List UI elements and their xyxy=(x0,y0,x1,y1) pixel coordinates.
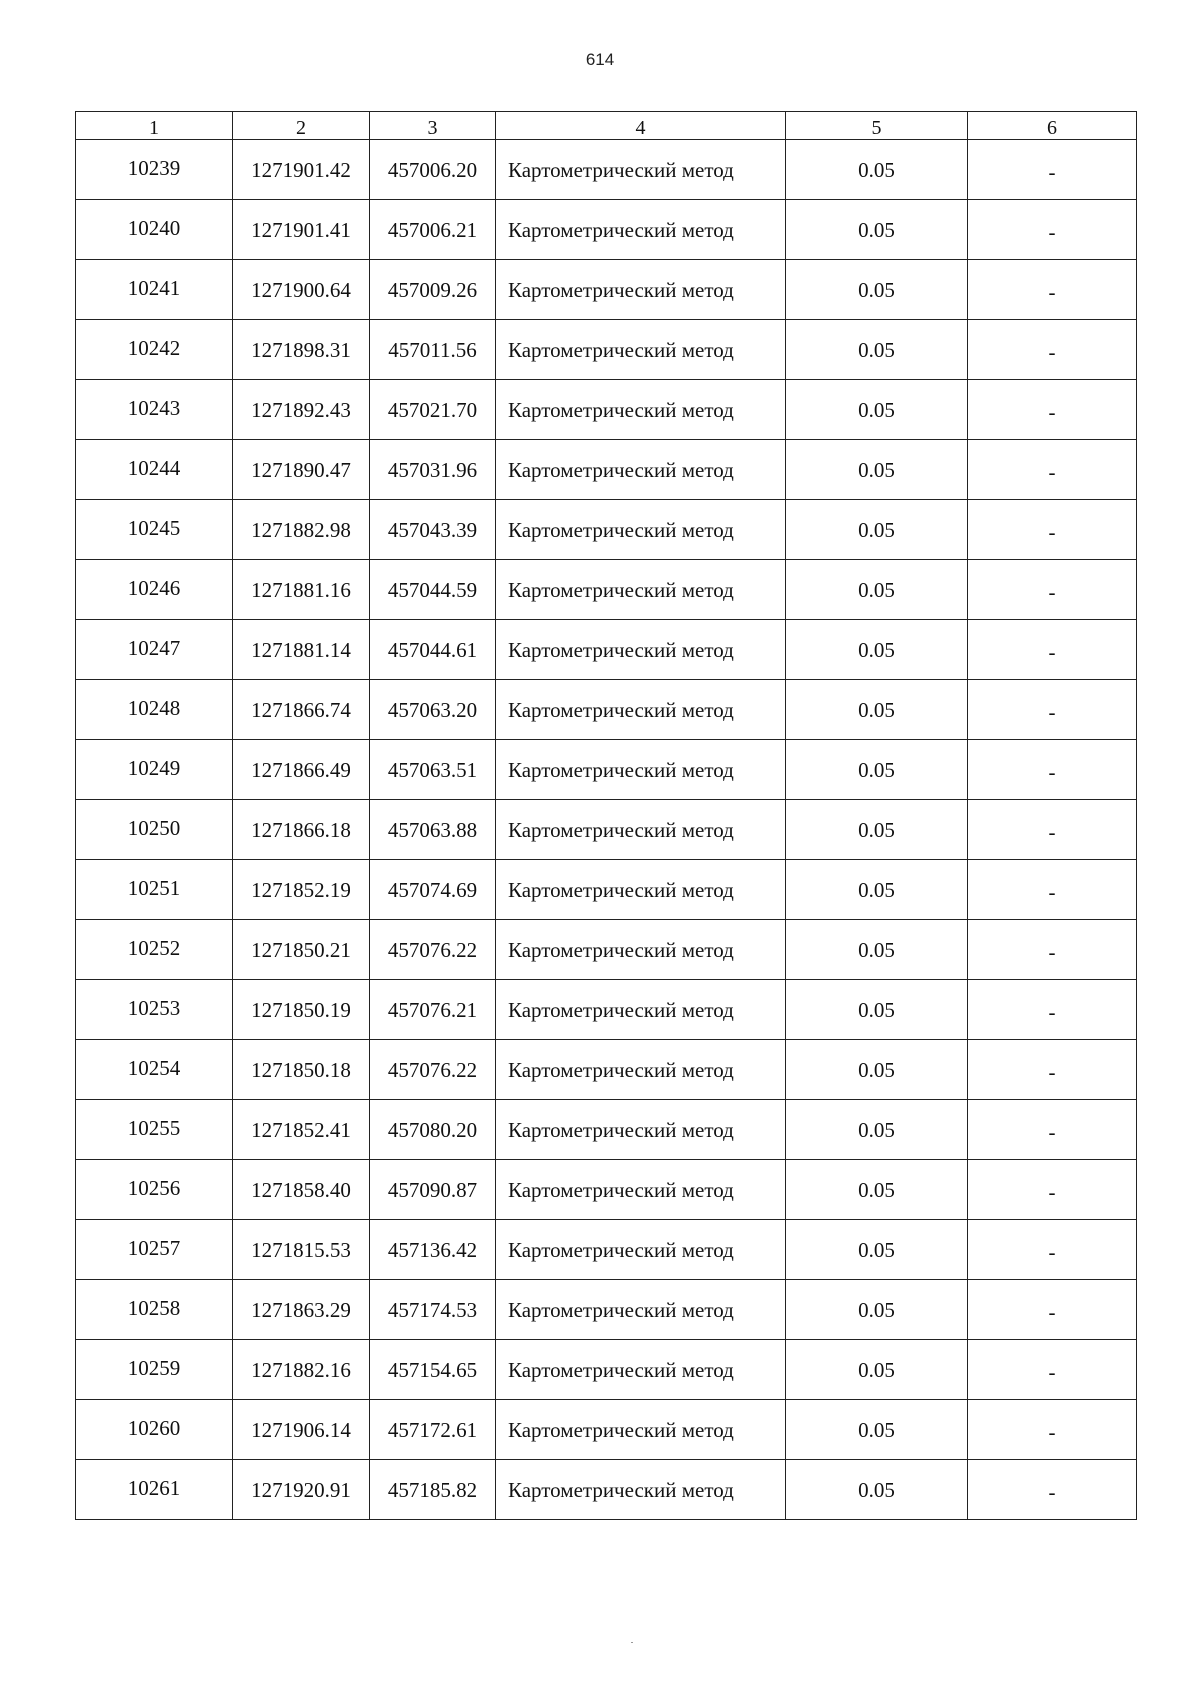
header-col-3: 3 xyxy=(370,112,496,140)
precision-cell: 0.05 xyxy=(786,1280,968,1340)
y-coordinate-cell: 457044.61 xyxy=(370,620,496,680)
note-cell: - xyxy=(968,920,1137,980)
table-row xyxy=(76,800,1137,860)
note-cell: - xyxy=(968,1160,1137,1220)
precision-cell: 0.05 xyxy=(786,320,968,380)
note-cell: - xyxy=(968,140,1137,200)
y-coordinate-cell: 457090.87 xyxy=(370,1160,496,1220)
precision-cell: 0.05 xyxy=(786,800,968,860)
x-coordinate-cell: 1271863.29 xyxy=(233,1280,370,1340)
method-cell: Картометрический метод xyxy=(496,500,786,560)
y-coordinate-cell: 457031.96 xyxy=(370,440,496,500)
y-coordinate-cell: 457009.26 xyxy=(370,260,496,320)
point-number-cell: 10254 xyxy=(76,1040,233,1100)
y-coordinate-cell: 457006.21 xyxy=(370,200,496,260)
y-coordinate-cell: 457185.82 xyxy=(370,1460,496,1520)
precision-cell: 0.05 xyxy=(786,440,968,500)
y-coordinate-cell: 457043.39 xyxy=(370,500,496,560)
precision-cell: 0.05 xyxy=(786,1100,968,1160)
table-header-row xyxy=(76,112,1137,140)
method-cell: Картометрический метод xyxy=(496,980,786,1040)
header-col-6: 6 xyxy=(968,112,1137,140)
y-coordinate-cell: 457076.22 xyxy=(370,1040,496,1100)
x-coordinate-cell: 1271882.98 xyxy=(233,500,370,560)
point-number-cell: 10249 xyxy=(76,740,233,800)
table-row xyxy=(76,380,1137,440)
table-row xyxy=(76,740,1137,800)
precision-cell: 0.05 xyxy=(786,200,968,260)
method-cell: Картометрический метод xyxy=(496,440,786,500)
precision-cell: 0.05 xyxy=(786,260,968,320)
point-number-cell: 10253 xyxy=(76,980,233,1040)
table-row xyxy=(76,1460,1137,1520)
table-row xyxy=(76,680,1137,740)
x-coordinate-cell: 1271815.53 xyxy=(233,1220,370,1280)
note-cell: - xyxy=(968,1220,1137,1280)
y-coordinate-cell: 457006.20 xyxy=(370,140,496,200)
point-number-cell: 10243 xyxy=(76,380,233,440)
method-cell: Картометрический метод xyxy=(496,560,786,620)
note-cell: - xyxy=(968,1280,1137,1340)
y-coordinate-cell: 457076.22 xyxy=(370,920,496,980)
table-row xyxy=(76,140,1137,200)
precision-cell: 0.05 xyxy=(786,860,968,920)
coordinates-table xyxy=(75,111,1137,1520)
header-col-5: 5 xyxy=(786,112,968,140)
precision-cell: 0.05 xyxy=(786,1340,968,1400)
precision-cell: 0.05 xyxy=(786,1040,968,1100)
note-cell: - xyxy=(968,200,1137,260)
note-cell: - xyxy=(968,380,1137,440)
table-row xyxy=(76,620,1137,680)
note-cell: - xyxy=(968,1100,1137,1160)
method-cell: Картометрический метод xyxy=(496,860,786,920)
note-cell: - xyxy=(968,260,1137,320)
method-cell: Картометрический метод xyxy=(496,1280,786,1340)
x-coordinate-cell: 1271898.31 xyxy=(233,320,370,380)
point-number-cell: 10252 xyxy=(76,920,233,980)
x-coordinate-cell: 1271892.43 xyxy=(233,380,370,440)
note-cell: - xyxy=(968,680,1137,740)
y-coordinate-cell: 457063.88 xyxy=(370,800,496,860)
note-cell: - xyxy=(968,320,1137,380)
method-cell: Картометрический метод xyxy=(496,1160,786,1220)
note-cell: - xyxy=(968,620,1137,680)
precision-cell: 0.05 xyxy=(786,980,968,1040)
note-cell: - xyxy=(968,860,1137,920)
precision-cell: 0.05 xyxy=(786,680,968,740)
y-coordinate-cell: 457080.20 xyxy=(370,1100,496,1160)
table-row xyxy=(76,320,1137,380)
precision-cell: 0.05 xyxy=(786,500,968,560)
x-coordinate-cell: 1271900.64 xyxy=(233,260,370,320)
point-number-cell: 10247 xyxy=(76,620,233,680)
x-coordinate-cell: 1271866.74 xyxy=(233,680,370,740)
table-row xyxy=(76,1100,1137,1160)
x-coordinate-cell: 1271852.41 xyxy=(233,1100,370,1160)
point-number-cell: 10248 xyxy=(76,680,233,740)
point-number-cell: 10256 xyxy=(76,1160,233,1220)
y-coordinate-cell: 457021.70 xyxy=(370,380,496,440)
scan-artifact xyxy=(631,1642,633,1643)
header-col-4: 4 xyxy=(496,112,786,140)
note-cell: - xyxy=(968,1040,1137,1100)
y-coordinate-cell: 457172.61 xyxy=(370,1400,496,1460)
precision-cell: 0.05 xyxy=(786,920,968,980)
x-coordinate-cell: 1271866.49 xyxy=(233,740,370,800)
x-coordinate-cell: 1271881.14 xyxy=(233,620,370,680)
precision-cell: 0.05 xyxy=(786,740,968,800)
table-row xyxy=(76,920,1137,980)
method-cell: Картометрический метод xyxy=(496,1400,786,1460)
note-cell: - xyxy=(968,1340,1137,1400)
point-number-cell: 10240 xyxy=(76,200,233,260)
point-number-cell: 10250 xyxy=(76,800,233,860)
note-cell: - xyxy=(968,1460,1137,1520)
y-coordinate-cell: 457076.21 xyxy=(370,980,496,1040)
table-row xyxy=(76,1040,1137,1100)
y-coordinate-cell: 457154.65 xyxy=(370,1340,496,1400)
y-coordinate-cell: 457063.51 xyxy=(370,740,496,800)
x-coordinate-cell: 1271866.18 xyxy=(233,800,370,860)
note-cell: - xyxy=(968,800,1137,860)
point-number-cell: 10241 xyxy=(76,260,233,320)
table-row xyxy=(76,440,1137,500)
note-cell: - xyxy=(968,560,1137,620)
point-number-cell: 10251 xyxy=(76,860,233,920)
y-coordinate-cell: 457136.42 xyxy=(370,1220,496,1280)
method-cell: Картометрический метод xyxy=(496,1340,786,1400)
precision-cell: 0.05 xyxy=(786,140,968,200)
point-number-cell: 10255 xyxy=(76,1100,233,1160)
x-coordinate-cell: 1271852.19 xyxy=(233,860,370,920)
method-cell: Картометрический метод xyxy=(496,260,786,320)
y-coordinate-cell: 457044.59 xyxy=(370,560,496,620)
precision-cell: 0.05 xyxy=(786,620,968,680)
method-cell: Картометрический метод xyxy=(496,620,786,680)
method-cell: Картометрический метод xyxy=(496,1100,786,1160)
x-coordinate-cell: 1271850.18 xyxy=(233,1040,370,1100)
x-coordinate-cell: 1271858.40 xyxy=(233,1160,370,1220)
table-row xyxy=(76,860,1137,920)
table-row xyxy=(76,500,1137,560)
table-row xyxy=(76,1220,1137,1280)
method-cell: Картометрический метод xyxy=(496,380,786,440)
x-coordinate-cell: 1271850.21 xyxy=(233,920,370,980)
note-cell: - xyxy=(968,740,1137,800)
y-coordinate-cell: 457174.53 xyxy=(370,1280,496,1340)
y-coordinate-cell: 457011.56 xyxy=(370,320,496,380)
precision-cell: 0.05 xyxy=(786,1400,968,1460)
x-coordinate-cell: 1271881.16 xyxy=(233,560,370,620)
y-coordinate-cell: 457063.20 xyxy=(370,680,496,740)
method-cell: Картометрический метод xyxy=(496,320,786,380)
point-number-cell: 10257 xyxy=(76,1220,233,1280)
point-number-cell: 10261 xyxy=(76,1460,233,1520)
method-cell: Картометрический метод xyxy=(496,1220,786,1280)
x-coordinate-cell: 1271901.41 xyxy=(233,200,370,260)
table-row xyxy=(76,1280,1137,1340)
precision-cell: 0.05 xyxy=(786,1460,968,1520)
x-coordinate-cell: 1271882.16 xyxy=(233,1340,370,1400)
point-number-cell: 10246 xyxy=(76,560,233,620)
method-cell: Картометрический метод xyxy=(496,140,786,200)
method-cell: Картометрический метод xyxy=(496,200,786,260)
table-row xyxy=(76,1160,1137,1220)
table-body xyxy=(76,140,1137,1520)
table-row xyxy=(76,200,1137,260)
y-coordinate-cell: 457074.69 xyxy=(370,860,496,920)
precision-cell: 0.05 xyxy=(786,380,968,440)
precision-cell: 0.05 xyxy=(786,1160,968,1220)
table-row xyxy=(76,1400,1137,1460)
point-number-cell: 10244 xyxy=(76,440,233,500)
page-number: 614 xyxy=(585,50,615,69)
point-number-cell: 10258 xyxy=(76,1280,233,1340)
note-cell: - xyxy=(968,500,1137,560)
point-number-cell: 10259 xyxy=(76,1340,233,1400)
note-cell: - xyxy=(968,980,1137,1040)
table-row xyxy=(76,980,1137,1040)
method-cell: Картометрический метод xyxy=(496,1460,786,1520)
x-coordinate-cell: 1271850.19 xyxy=(233,980,370,1040)
x-coordinate-cell: 1271906.14 xyxy=(233,1400,370,1460)
table-row xyxy=(76,1340,1137,1400)
table-row xyxy=(76,260,1137,320)
method-cell: Картометрический метод xyxy=(496,740,786,800)
x-coordinate-cell: 1271890.47 xyxy=(233,440,370,500)
x-coordinate-cell: 1271901.42 xyxy=(233,140,370,200)
note-cell: - xyxy=(968,440,1137,500)
table-row xyxy=(76,560,1137,620)
method-cell: Картометрический метод xyxy=(496,920,786,980)
point-number-cell: 10239 xyxy=(76,140,233,200)
precision-cell: 0.05 xyxy=(786,560,968,620)
method-cell: Картометрический метод xyxy=(496,1040,786,1100)
precision-cell: 0.05 xyxy=(786,1220,968,1280)
note-cell: - xyxy=(968,1400,1137,1460)
point-number-cell: 10242 xyxy=(76,320,233,380)
method-cell: Картометрический метод xyxy=(496,680,786,740)
point-number-cell: 10260 xyxy=(76,1400,233,1460)
point-number-cell: 10245 xyxy=(76,500,233,560)
header-col-2: 2 xyxy=(233,112,370,140)
method-cell: Картометрический метод xyxy=(496,800,786,860)
x-coordinate-cell: 1271920.91 xyxy=(233,1460,370,1520)
header-col-1: 1 xyxy=(76,112,233,140)
